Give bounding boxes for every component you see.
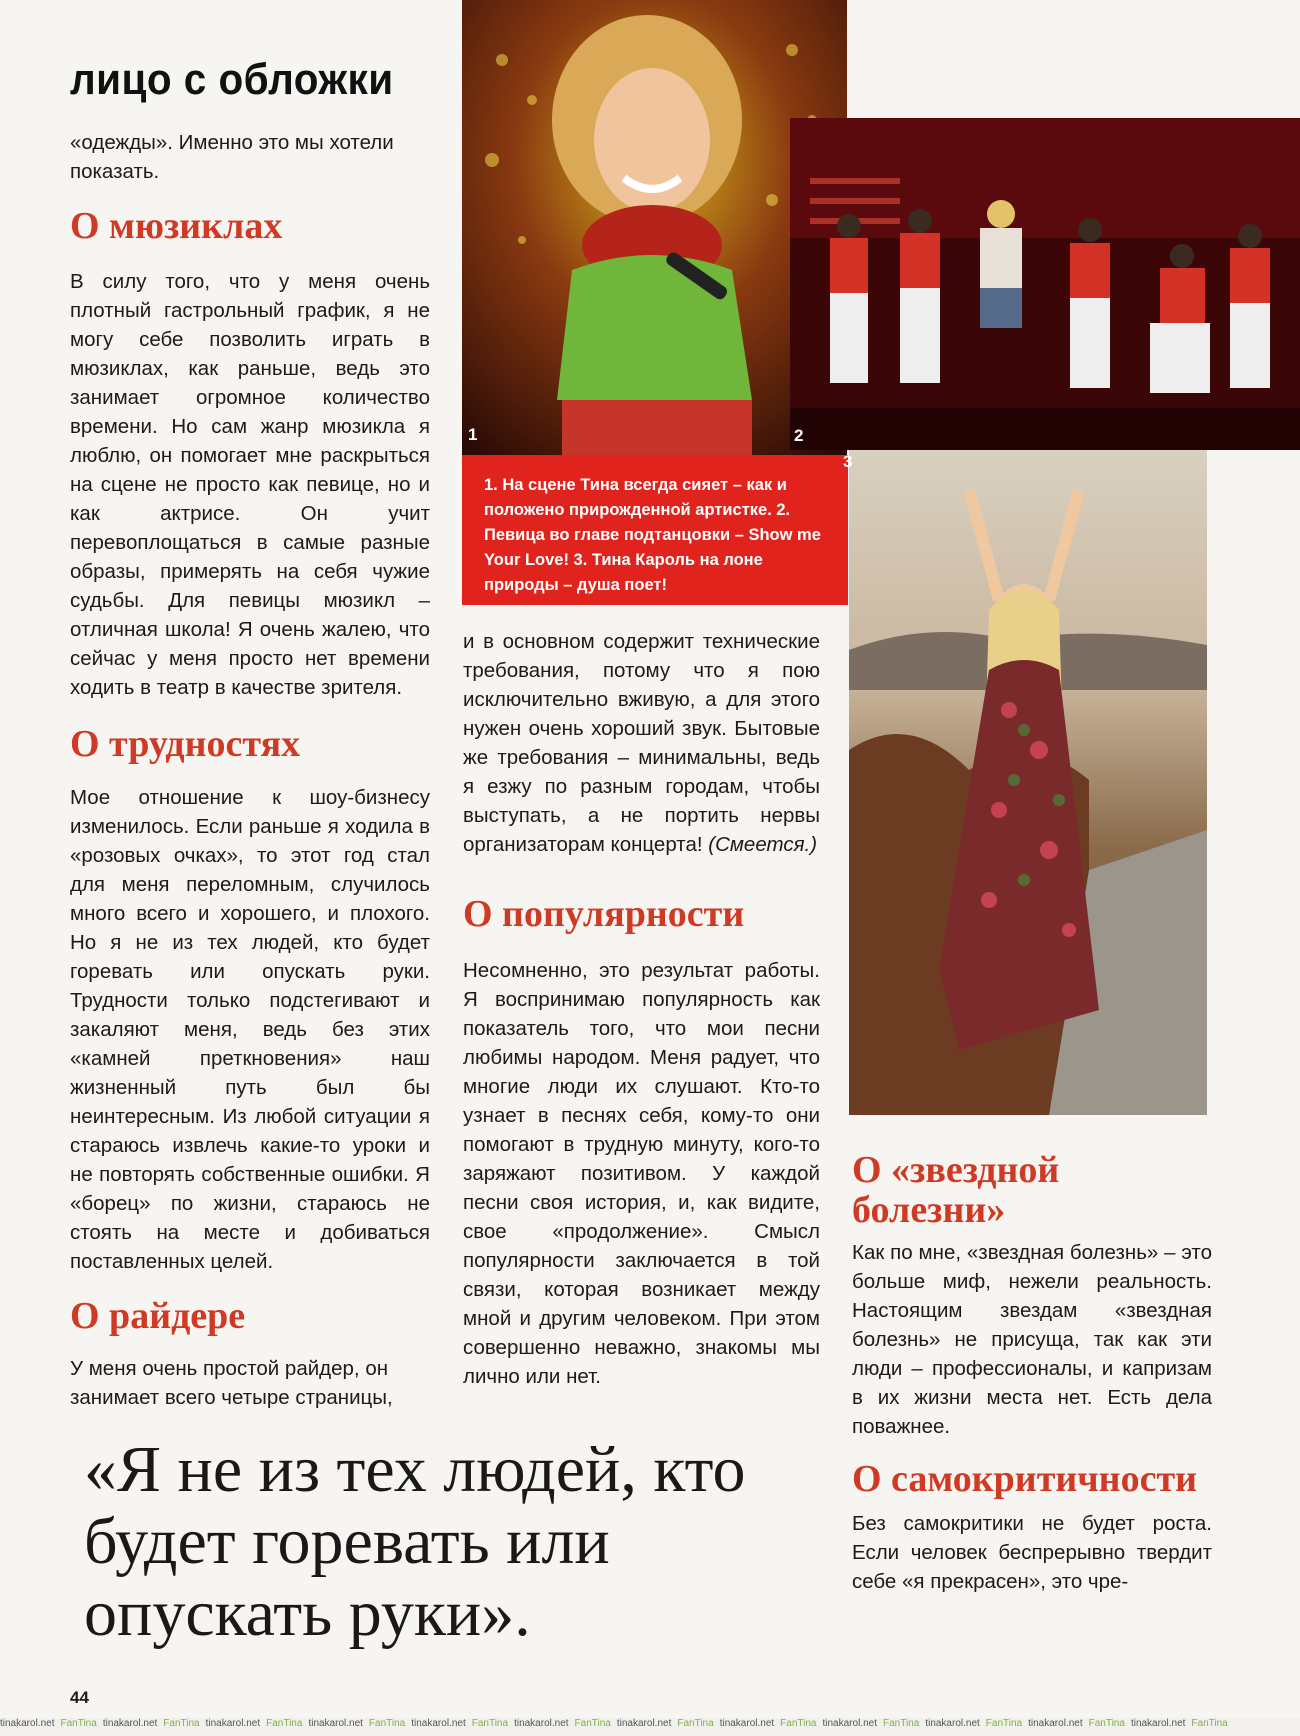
footer-site: tinakarol.net [102,1718,158,1729]
musicals-text: В силу того, что у меня очень плотный гастрольный график, я не могу себе позволить играть в мюзиклах, как раньше, ведь это занимает огромное количество времени. Но сам жанр мюзикла я люблю, он помогает мне раскрыться на сцене не просто как певице, но и как актрисе. Он учит перевоплощаться в самые разные образы, примерять на себя чужие судьбы. Для певицы мюзикл – отличная школа! Я очень жалею, что сейчас у меня просто нет времени ходить в театр в качестве зрителя. [70,270,430,699]
heading-musicals: О мюзиклах [70,205,283,247]
heading-popularity: О популярности [463,893,745,935]
heading-star-disease: О «звездной болезни» [852,1149,1060,1231]
difficulties-text: Мое отношение к шоу-бизнесу изменилось. Если раньше я ходила в «розовых очках», то этот год стал для меня переломным, случилось много всего и хорошего, и плохого. Но я не из тех людей, кто будет горевать или опускать руки. Трудности только подстегивают и закаляют меня, ведь без этих «камней преткновения» наш жизненный путь был бы неинтересным. Из любой ситуации я стараюсь извлечь какие-то уроки и не повторять собственные ошибки. Я «борец» по жизни, стараюсь не стоять на месте и добиваться поставленных целей. [70,786,430,1273]
popularity-text: Несомненно, это результат работы. Я воспринимаю популярность как показатель того, что мои песни любимы народом. Меня радует, что многие люди их слушают. Кто-то узнает в песнях себя, кому-то они помогают в трудную минуту, кого-то заряжают позитивом. У каждой песни своя история, и, как видите, свое «продолжение». Смысл популярности заключается в той связи, которая возникает между мной и другим человеком. При этом совершенно неважно, знакомы мы лично или нет. [463,959,820,1388]
footer-watermark [0,1718,1300,1736]
footer-site: tinakarol.net [514,1718,569,1729]
footer-site: tinakarol.net [616,1718,672,1729]
pull-quote: «Я не из тех людей, кто будет горевать или опускать руки». [84,1433,746,1650]
photo-number-1: 1 [468,425,478,444]
footer-brand: FanTina [1191,1718,1228,1729]
footer-site: tinakarol.net [205,1718,261,1729]
footer-site: tinakarol.net [719,1718,775,1729]
intro-text: «одежды». Именно это мы хотели показать. [70,131,394,183]
photo-dance-troupe [790,118,1300,450]
footer-brand: FanTina [163,1718,200,1729]
footer-site: tinakarol.net [411,1718,466,1729]
footer-brand: FanTina [368,1718,406,1729]
footer-brand: FanTina [60,1718,97,1729]
footer-site: tinakarol.net [1130,1718,1186,1729]
footer-brand: FanTina [471,1718,509,1729]
footer-site: tinakarol.net [822,1718,877,1729]
rider-continued-text: и в основном содержит технические требования, потому что я пою исключительно вживую, а для этого нужен очень хороший звук. Бытовые же требования – минимальны, ведь я езжу по разным городам, чтобы выступать, а не портить нервы организаторам концерта! (Смеется.) [463,630,820,856]
footer-site: tinakarol.net [308,1718,363,1729]
column-middle [463,627,820,1391]
footer-brand: FanTina [985,1718,1023,1729]
page-number: 44 [70,1688,89,1707]
photo-caption: 1. На сцене Тина всегда сияет – как и положено прирожденной артистке. 2. Певица во главе подтанцовки – Show me Your Love! 3. Тина Кароль на лоне природы – душа поет! [462,455,848,605]
footer-site: tinakarol.net [925,1718,980,1729]
footer-site: tinakarol.net [1028,1718,1083,1729]
footer-brand: FanTina [780,1718,817,1729]
footer-brand: FanTina [677,1718,714,1729]
column-right [852,1150,1212,1596]
footer-site: tinakarol.net [0,1718,55,1729]
photo-number-3: 3 [843,452,853,471]
footer-brand: FanTina [1088,1718,1125,1729]
bleed-through-text [429,610,448,690]
section-label: лицо с обложки [70,55,394,104]
heading-difficulties: О трудностях [70,723,301,765]
heading-self-criticism: О самокритичности [852,1458,1198,1500]
footer-brand: FanTina [574,1718,611,1729]
heading-rider: О райдере [70,1295,246,1337]
photo-nature [843,450,1207,1115]
footer-brand: FanTina [266,1718,303,1729]
star-disease-text: Как по мне, «звездная болезнь» – это больше миф, нежели реальность. Настоящим звездам «звездная болезнь» не присуща, так как эти люди – профессионалы, и капризам в их жизни места нет. Есть дела поважнее. [852,1241,1212,1438]
photo-number-2: 2 [794,426,804,445]
footer-brand: FanTina [882,1718,920,1729]
rider-text: У меня очень простой райдер, он занимает всего четыре страницы, [70,1357,393,1409]
column-left [70,128,430,1412]
laughs-note: (Смеется.) [708,833,818,856]
self-criticism-text: Без самокритики не будет роста. Если человек беспрерывно твердит себе «я прекрасен», это чре- [852,1512,1212,1593]
